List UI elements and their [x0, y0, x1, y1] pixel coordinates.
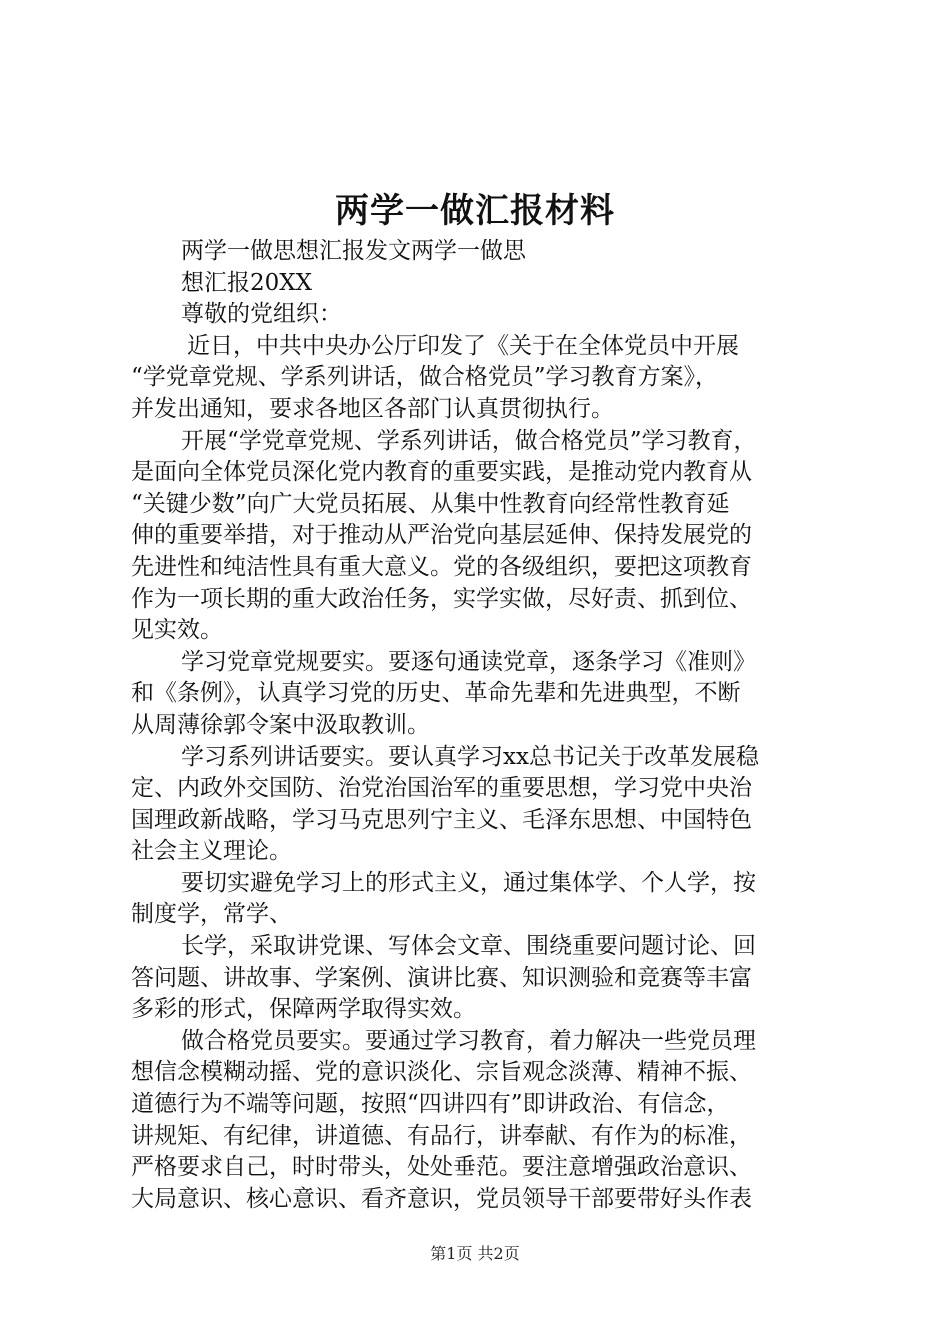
text-line: 社会主义理论。	[131, 838, 292, 865]
text-line: 答问题、讲故事、学案例、演讲比赛、知识测验和竞赛等丰富	[131, 964, 752, 991]
text-line: “学党章党规、学系列讲话，做合格党员”学习教育方案》，	[131, 364, 719, 391]
text-line: 长学，采取讲党课、写体会文章、围绕重要问题讨论、回	[181, 933, 756, 960]
text-line: 学习系列讲话要实。要认真学习xx总书记关于改革发展稳	[181, 743, 759, 770]
text-line: 两学一做思想汇报发文两学一做思	[181, 238, 526, 264]
text-line: 尊敬的党组织：	[181, 301, 342, 328]
text-line: 近日，中共中央办公厅印发了《关于在全体党员中开展	[187, 332, 739, 359]
text-line: 大局意识、核心意识、看齐意识，党员领导干部要带好头作表	[131, 1185, 752, 1212]
document-title: 两学一做汇报材料	[335, 191, 615, 231]
text-line: 道德行为不端等问题，按照“四讲四有”即讲政治、有信念，	[131, 1091, 730, 1118]
text-line: 见实效。	[131, 617, 223, 644]
text-line: 定、内政外交国防、治党治国治军的重要思想，学习党中央治	[131, 775, 752, 802]
document-body	[131, 236, 831, 1215]
text-line: 多彩的形式，保障两学取得实效。	[131, 996, 476, 1023]
text-line: 想信念模糊动摇、党的意识淡化、宗旨观念淡薄、精神不振、	[131, 1059, 752, 1086]
text-line: 先进性和纯洁性具有重大意义。党的各级组织，要把这项教育	[131, 553, 752, 580]
text-line: 从周薄徐郭令案中汲取教训。	[131, 711, 430, 738]
text-line: “关键少数”向广大党员拓展、从集中性教育向经常性教育延	[131, 490, 730, 517]
text-line: 开展“学党章党规、学系列讲话，做合格党员”学习教育，	[181, 427, 757, 454]
text-line: 是面向全体党员深化党内教育的重要实践，是推动党内教育从	[131, 459, 752, 486]
text-line: 要切实避免学习上的形式主义，通过集体学、个人学，按	[181, 869, 756, 896]
text-line: 做合格党员要实。要通过学习教育，着力解决一些党员理	[181, 1027, 756, 1054]
text-line: 并发出通知，要求各地区各部门认真贯彻执行。	[131, 395, 614, 422]
text-line: 学习党章党规要实。要逐句通读党章，逐条学习《准则》	[181, 648, 756, 675]
text-line: 国理政新战略，学习马克思列宁主义、毛泽东思想、中国特色	[131, 806, 752, 833]
page-footer: 第1页 共2页	[430, 1244, 520, 1263]
text-line: 想汇报20XX	[181, 269, 313, 296]
text-line: 和《条例》，认真学习党的历史、革命先辈和先进典型，不断	[131, 680, 741, 707]
text-line: 严格要求自己，时时带头，处处垂范。要注意增强政治意识、	[131, 1154, 752, 1181]
text-line: 作为一项长期的重大政治任务，实学实做，尽好责、抓到位、	[131, 585, 752, 612]
text-line: 制度学，常学、	[131, 901, 292, 928]
text-line: 伸的重要举措，对于推动从严治党向基层延伸、保持发展党的	[131, 522, 752, 549]
text-line: 讲规矩、有纪律，讲道德、有品行，讲奉献、有作为的标准，	[131, 1122, 752, 1149]
